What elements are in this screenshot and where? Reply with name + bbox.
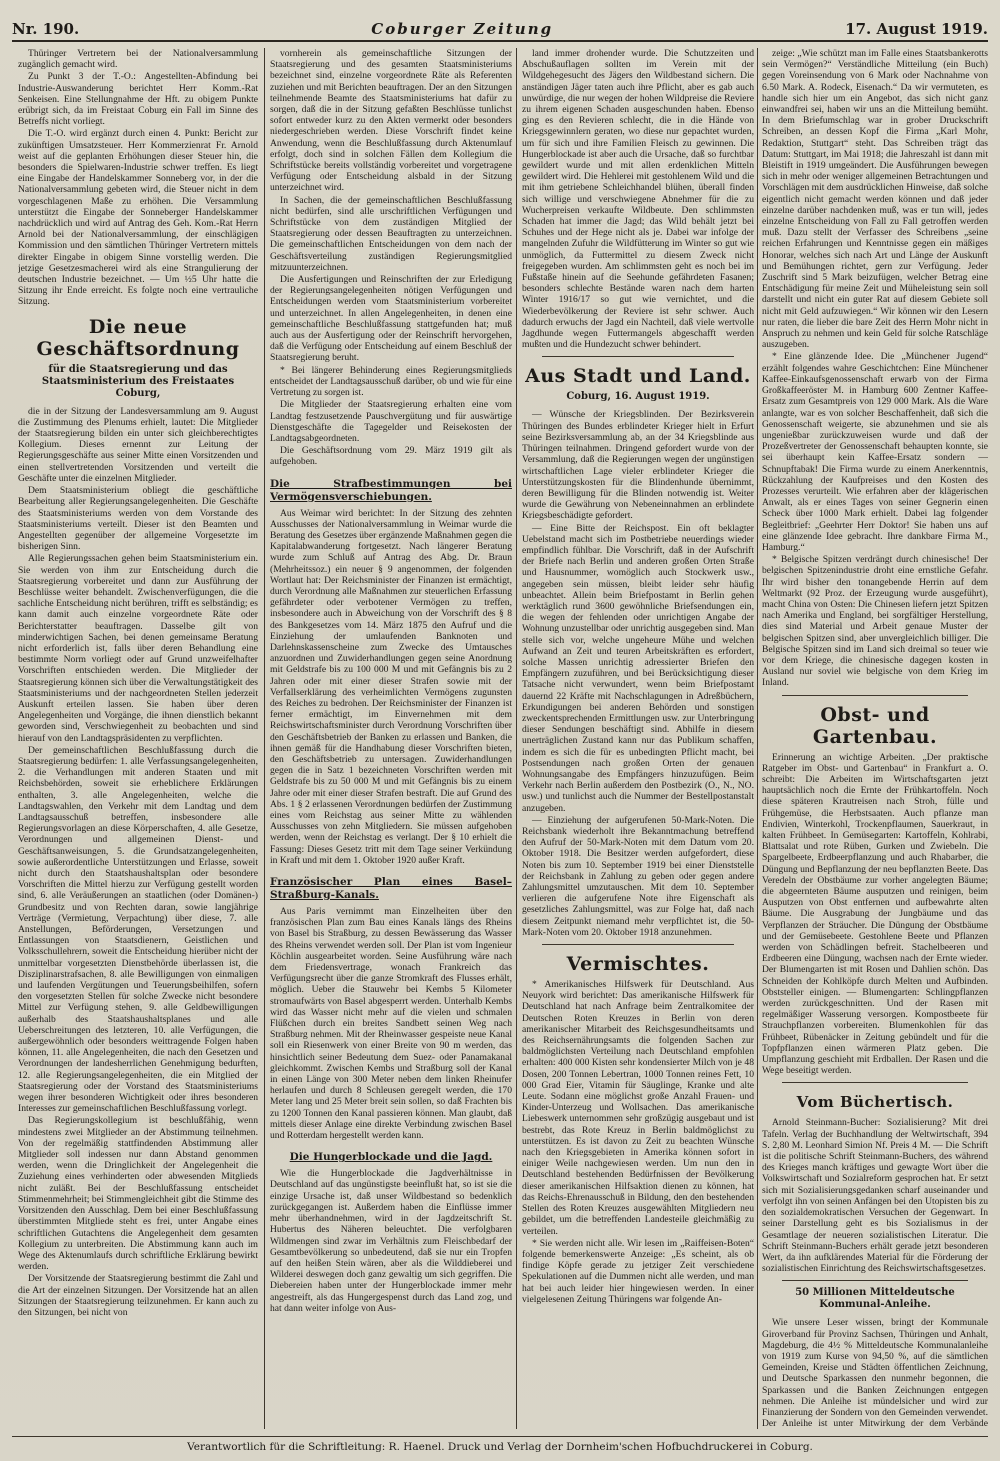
divider [782,695,968,696]
paragraph: Alle Regierungssachen gehen beim Staatsministerium ein. Sie werden von ihm zur Entscheidung durch die Staatsregierung vorbereitet und dann zur Ausführung der Beschlüsse weiter behandelt. Zwischenverfügungen, die die sachliche Entscheidung nicht berühren, trifft es selbständig; es kann damit auch einzelne vorgeordnete Räte oder Berichterstatter beauftragen. Dasselbe gilt von minderwichtigen Sachen, bei denen gemeinsame Beratung nicht erforderlich ist, falls über deren Behandlung eine bestimmte Norm vorliegt oder auf Grund unzweifelhafter Vorschriften entschieden werden. Die Mitglieder der Staatsregierung können sich über die Verwaltungstätigkeit des Staatsministeriums und der nachgeordneten Stellen jederzeit Auskunft erteilen lassen. Sie haben über deren Angelegenheiten und Vorgänge, die ihnen dienstlich bekannt geworden sind, Verschwiegenheit zu beobachten und sind hierauf von den Landtagspräsidenten zu verpflichten. [18,553,258,744]
column-3 [522,48,754,1429]
issue-date: 17. August 1919. [845,20,988,38]
column-rule [516,48,517,1429]
notice-heading: 50 Millionen Mitteldeutsche Kommunal-Anleihe. [795,1287,955,1311]
paragraph: In Sachen, die der gemeinschaftlichen Beschlußfassung nicht bedürfen, sind alle urschriftlichen Verfügungen und Schriftstücke von dem zuständigen Mitglied der Staatsregierung oder dessen Beauftragten zu unterzeichnen. Die gemeinschaftlichen Entscheidungen von dem nach der Geschäftsverteilung zuständigen Regierungsmitglied mitzuunterzeichnen. [270,194,512,273]
masthead [12,16,988,42]
paragraph: Aus Paris vernimmt man Einzelheiten über den französischen Plan zum Bau eines Kanals längs des Rheins von Basel bis Straßburg, zu dessen Bewässerung das Wasser des Rheins verwendet werden soll. Der Plan ist vom Ingenieur Köchlin ausgearbeitet worden. Seine Ausführung wäre nach dem Friedensvertrage, wonach Frankreich das Verfügungsrecht über die ganze Stromkraft des Flusses erhält, möglich. Ueber die Stauwehr bei Kembs 5 Kilometer stromaufwärts von Basel abgesperrt werden. Unterhalb Kembs wird das Wasser nicht mehr auf die vielen und schmalen Flüßchen durch ein breites Sandbett seinen Weg nach Straßburg nehmen. Mit der Rheinwasser gespeiste neue Kanal soll ein Riesenwerk von einer Breite von 90 m werden, das hinsichtlich seiner Bedeutung dem Suez- oder Panamakanal gleichkommt. Zwischen Kembs und Straßburg soll der Kanal in einen Länge von 300 Meter neben dem linken Rheinufer herlaufen und durch 8 Schleusen geregelt werden, die 170 Meter lang und 25 Meter breit sein sollen, so daß Frachten bis zu 1200 Tonnen den Kanal passieren können. Man glaubt, daß mittels dieser Anlage eine direkte Verbindung zwischen Basel und Rotterdam hergestellt werden kann. [270,906,512,1142]
paragraph: land immer drohender wurde. Die Schutzzeiten und Abschußauflagen sollten im Verein mit der Wildgehegesucht des Jägers den Wildbestand sichern. Die anständigen Jäger taten auch ihre Pflicht, aber es gab auch unwürdige, die nur wegen der hohen Wildpreise die Reviere zu ihrem eigenen Schaden ausgeschunden haben. Ebenso ging es den Revieren schlecht, die in die Hände von Kriegsgewinnlern geraten, wo diese nur gepachtet wurden, um für sich und ihre Familien Fleisch zu gewinnen. Die Hungerblockade ist aber auch die Ursache, daß so furchtbar gewildert wurde und mit allen erdenklichen Mitteln gewildert wird. Die Hehlerei mit gestohlenem Wild und die mit ihm getriebene Schleichhandel blühen, überall finden sich willige und verschwiegene Abnehmer für die zu Wucherpreisen verkaufte Wildbeute. Den schlimmsten Schaden hat immer die Jagd; das Wild behält jetzt bei Schuhes und der Hege nicht als je. Dabei war infolge der mangelnden Zufuhr die Wildfütterung im Winter so gut wie unmöglich, da Futtermittel zu diesem Zweck nicht freigegeben wurden. Am schlimmsten geht es noch bei im Fußstaße hinein auf die Seehunde gefährdeten Fasanen; besonders schlechte Bestände waren nach dem harten Winter 1916/17 so gut wie vernichtet, und die Wiederbevölkerung der Reviere ist sehr schwer. Auch dadurch erwuchs der Jagd ein Nachteil, daß viele wertvolle Jagdhunde wegen Futtermangels abgeschafft werden mußten und die Hundezucht schwer behindert. [522,48,754,351]
paragraph: * Amerikanisches Hilfswerk für Deutschland. Aus Neuyork wird berichtet: Das amerikanische Hilfswerk für Deutschland hat nach Anfrage beim Zentralkomitee der Deutschen Roten Kreuzes in Berlin von deren amerikanischer Mitarbeit des Reichsgesundheitsamts und des Reichsernährungsamts die folgenden Sachen zur baldmöglichsten Verteilung nach Deutschland empfohlen erhalten: 400 000 Kisten sehr kondensierter Milch von je 48 Dosen, 200 Tonnen Lebertran, 1000 Tonnen reines Fett, 10 000 Grad Eier, Vitamin für Säuglinge, Kranke und alte Leute. Sodann eine möglichst große Anzahl Frauen- und Kinder-Unterzeug und Wollsachen. Das amerikanische Liebeswerk unternommen sehr großzügig ausgebaut und ist bestrebt, das Rote Kreuz in Berlin baldmöglichst zu unterstützen. Es ist davon zu Zeit zu beachten Wünsche nach den Kriegsgebieten in Amerika können sofort in einiger Weile nachgewiesen werden. Um nun den in Deutschland bestehenden Bedürfnissen der Bevölkerung dieser amerikanischen Hilfsaktion dienen zu können, hat das Reichs-Ehrenausschuß in Bildung, den den bestehenden Stellen des Roten Kreuzes ausgewählten Mitgliedern neu gebildet, um die betreffenden Landesteile gleichmäßig zu verteilen. [522,979,754,1237]
divider [782,1280,968,1281]
paragraph: vornherein als gemeinschaftliche Sitzungen der Staatsregierung und des gesamten Staatsministeriums bezeichnet sind, einzelne vorgeordnete Räte als Referenten zuziehen und mit Berichten beauftragen. Der an den Sitzungen teilnehmende Beamte des Staatsministeriums hat dafür zu sorgen, daß die in der Sitzung gefaßten Beschlüsse tunlichst sofort entweder kurz zu den Akten vermerkt oder besonders niedergeschrieben werden. Diese Vorschrift findet keine Anwendung, wenn die Beschlußfassung durch Aktenumlauf erfolgt, doch sind in solchen Fällen dem Kollegium die Schriftstücke bereits vollständig vorbereitet und vorgetragene Verfügung oder Entscheidung alsbald in der Sitzung unterzeichnet wird. [270,48,512,194]
paragraph: Thüringer Vertretern bei der Nationalversammlung zugänglich gemacht wird. [18,48,258,71]
paragraph: Die Mitglieder der Staatsregierung erhalten eine vom Landtag festzusetzende Pauschvergütung und für auswärtige Dienstgeschäfte die Tagegelder und Reisekosten der Landtagsabgeordneten. [270,399,512,444]
column-1 [18,48,258,1429]
paragraph: zeige: „Wie schützt man im Falle eines Staatsbankerotts sein Vermögen?“ Verständliche Mitteilung (ein Buch) gegen Voreinsendung von 6 Mark oder Nachnahme von 6.50 Mark. A. Rodeck, Eisenach.“ Da wir vermuteten, es handle sich hier um ein Angebot, das sich nicht ganz einwandfrei sei, haben wir uns an die Mitteilung bemüht. In dem Briefumschlag war in grober Druckschrift Schreiben, an dessen Kopf die Firma „Karl Mohr, Redaktion, Stuttgart“ steht. Das Schreiben trägt das Datum: Stuttgart, im Mai 1918; die Jahreszahl ist dann mit Bleistift in 1919 umgeändert. Die Ausführungen bewegen sich in mehr oder weniger allgemeinen Betrachtungen und Vorschlägen mit dem ausdrücklichen Hinweise, daß solche eigentlich nicht gemacht werden können und daß jeder einzelne darüber nachdenken muß, was er tun will, jedes einzelne Entscheidung von Fall zu Fall getroffen werden muß. Dazu stellt der Verfasser des Schreibens „seine reichen Erfahrungen und Kenntnisse gegen ein mäßiges Honorar, welches sich nach Art und Länge der Auskunft und Bemühungen richtet, gern zur Verfügung. Jeder Zuschrift sind 5 Mark beizufügen, welcher Betrag eine Entschädigung für meine Zeit und Müheleistung sein soll darstellt und nicht ein guter Rat auf diesem Gebiete soll nicht mit Geld aufzuwiegen.“ Wir können wir den Lesern nur raten, die lieber die bare Zeit des Herrn Mohr nicht in Anspruch zu nehmen und kein Geld für solche Ratschläge auszugeben. [762,48,988,351]
article-subheading: für die Staatsregierung und das Staatsministerium des Freistaates Coburg, [41,363,235,399]
paragraph: Die Ausfertigungen und Reinschriften der zur Erledigung der Regierungsangelegenheiten nötigen Verfügungen und Entscheidungen werden vom Staatsministerium vorbereitet und unterzeichnet. In allen Angelegenheiten, in denen eine gemeinschaftliche Beschlußfassung stattgefunden hat; muß auch aus der Ausfertigung oder der Reinschrift hervorgehen, daß die Verfügung oder Entscheidung auf einem Beschluß der Staatsregierung beruht. [270,274,512,364]
section-heading: Vom Büchertisch. [796,1093,954,1112]
article-heading: Die Strafbestimmungen bei Vermögensverschiebungen. [270,477,512,503]
newspaper-title: Coburger Zeitung [371,20,554,38]
column-2 [270,48,512,1429]
paragraph: Wie die Hungerblockade die Jagdverhältnisse in Deutschland auf das ungünstigste beeinflußt hat, so ist sie die einzige Ursache ist, daß unser Wildbestand so bedenklich zurückgegangen ist. Außerdem haben die Einflüsse immer mehr überhandnehmen, wird in der Jagdzeitschrift St. Hubertus des Näheren beleuchtet. Die verfolgbaren Wildmengen sind zwar im Verhältnis zum Fleischbedarf der Gesamtbevölkerung so unbedeutend, daß sie nur ein Tropfen auf den heißen Stein wären, aber als die Wilddieberei und Wilderei deswegen doch ganz gewaltig um sich gegriffen. Die Diebereien haben unter der Hungerblockade immer mehr angestreift, als das Hungergespenst durch das Land zog, und hat dann weiter infolge von Aus- [270,1168,512,1314]
paragraph: Aus Weimar wird berichtet: In der Sitzung des zehnten Ausschusses der Nationalversammlung in Weimar wurde die Beratung des Gesetzes über ergänzende Maßnahmen gegen die Kapitalabwanderung fortgesetzt. Nach längerer Beratung wurde zum Schluß auf Antrag des Abg. Dr. Braun (Mehrheitssoz.) ein neuer § 9 angenommen, der folgenden Wortlaut hat: Der Reichsminister der Finanzen ist ermächtigt, durch Verordnung alle Maßnahmen zur steuerlichen Erfassung gefährdeter oder verbotener Vermögen zu treffen, insbesondere auch in Abweichung von der Vorschrift des § 8 des Bankgesetzes vom 14. März 1875 den Aufruf und die Einziehung der umlaufenden Banknoten und Darlehnskassenscheine zum Zwecke des Umtausches anzuordnen und Zuwiderhandlungen gegen seine Anordnung mit Geldstrafe bis zu 100 000 M und mit Gefängnis bis zu 2 Jahren oder mit einer dieser Strafen sowie mit der Verfallserklärung des verheimlichten Vermögens zugunsten des Reiches zu bedrohen. Der Reichsminister der Finanzen ist ferner ermächtigt, im Einvernehmen mit dem Reichswirtschaftsminister durch Verordnung Vorschriften über den Geschäftsbetrieb der Banken zu erlassen und Banken, die ihnen gemäß für die Handhabung dieser Vorschriften bieten, den Geschäftsbetrieb zu untersagen. Zuwiderhandlungen gegen die in Satz 1 bezeichneten Vorschriften werden mit Geldstrafe bis zu 50 000 M und mit Gefängnis bis zu einem Jahre oder mit einer dieser Strafen bestraft. Die auf Grund des Abs. 1 § 2 erlassenen Verordnungen bedürfen der Zustimmung eines vom Reichstag aus seiner Mitte zu wählenden Ausschusses von zehn Mitgliedern. Sie müssen aufgehoben werden, wenn der Reichstag es verlangt. Der § 10 erhielt die Fassung: Dieses Gesetz tritt mit dem Tage seiner Verkündung in Kraft und mit dem 1. Oktober 1920 außer Kraft. [270,507,512,866]
paragraph: Der gemeinschaftlichen Beschlußfassung durch die Staatsregierung bedürfen: 1. alle Verfassungsangelegenheiten, 2. die Verhandlungen mit anderen Staaten und mit Reichsbehörden, soweit sie erheblichere Erklärungen enthalten, 3. alle Angelegenheiten, welche die Landtagswahlen, den Verkehr mit dem Landtag und dem Landtagsausschuß betreffen, insbesondere alle Regierungsvorlagen an diese Körperschaften, 4. alle Gesetze, Verordnungen und allgemeinen Dienst- und Geschäftsanweisungen, 5. die Grundsatzangelegenheiten, sowie außerordentliche Unterstützungen und Erlasse, soweit nicht durch den Staatshaushaltsplan oder besondere Vorschriften die Mittel hierzu zur Verfügung gestellt worden sind, 6. alle Veräußerungen an staatlichen (oder Domänen-) Grundbesitz und von Rechten daran, sowie langjährige Verträge (Vermietung, Verpachtung) über diese, 7. alle Anstellungen, Beförderungen, Versetzungen und Entlassungen von Staatsdienern, Geistlichen und Volksschullehrern, soweit die Entscheidung hierüber nicht der unmittelbar vorgesetzten Dienstbehörde überlassen ist, die Disziplinarstrafsachen, 8. alle Bewilligungen von einmaligen und laufenden Vergütungen und Teuerungsbeihilfen, sofern den vorgesetzten Stellen für solche Zwecke nicht besondere Mittel zur Verfügung stehen, 9. alle Geldbewilligungen außerhalb des Staatshaushaltsplanes und alle Ueberschreitungen des letzteren, 10. alle Verfügungen, die außergewöhnlich oder besonders weittragende Folgen haben können, 11. alle Angelegenheiten, die nach den Gesetzen und Verordnungen der landesherrlichen Genehmigung bedurften, 12. alle Regierungsangelegenheiten, die ein Mitglied der Staatsregierung oder der Vorstand des Staatsministeriums wegen ihrer besonderen Wichtigkeit oder ihres besonderen Interesses zur gemeinschaftlichen Beschlußfassung vorlegt. [18,744,258,1115]
paragraph: Die Geschäftsordnung vom 29. März 1919 gilt als aufgehoben. [270,445,512,468]
article-heading: Die Hungerblockade und die Jagd. [289,1151,493,1164]
section-heading: Vermischtes. [566,953,710,976]
paragraph: Wie unsere Leser wissen, bringt der Kommunale Giroverband für Provinz Sachsen, Thüringen und Anhalt, Magdeburg, die 4½ % Mitteldeutsche Kommunalanleihe von 1919 zum Kurse von 94,50 %, auf die sämtlichen Gemeinden, Kreise und Städten öffentlichen Zeichnung, und Deutsche Sparkassen den nunmehr begonnen, die Sparkassen und die Banken Zeichnungen entgegen nehmen. Die Anleihe ist mündelsicher und wird zur Finanzierung der Sondern von den Gemeinden verwendet. Der Anleihe ist unter Mitwirkung der dem Verbände [762,1317,988,1429]
column-rule [757,48,758,1429]
paragraph: * Bei längerer Behinderung eines Regierungsmitglieds entscheidet der Landtagsausschuß darüber, ob und wie für eine Vertretung zu sorgen ist. [270,364,512,399]
paragraph: die in der Sitzung der Landesversammlung am 9. August die Zustimmung des Plenums erhielt, lautet: Die Mitglieder der Staatsregierung bilden ein unter sich gleichberechtigtes Kollegium. Dieses ernennt zur Leitung der Regierungsgeschäfte aus seiner Mitte einen Vorsitzenden und einen stellvertretenden Vorsitzenden und verteilt die Geschäfte unter die einzelnen Mitglieder. [18,405,258,484]
divider [782,1082,968,1083]
paragraph: * Sie werden nicht alle. Wir lesen im „Raiffeisen-Boten“ folgende bemerkenswerte Anzeige: „Es scheint, als ob findige Köpfe gerade zu jetziger Zeit verschiedene Spekulationen auf die Dummen nicht alle werden, und man hat bei auch leider hier hingewiesen werden. In einer vielgelesenen Zeitung Thüringens war folgende An- [522,1237,754,1305]
paragraph: — Wünsche der Kriegsblinden. Der Bezirksverein Thüringen des Bundes erblindeter Krieger hielt in Erfurt seine Bezirksversammlung ab, an der 34 Kriegsblinde aus Thüringen teilnahmen. Dringend gefordert wurde von der Versammlung, daß die Regierungen wegen der ungünstigen wirtschaftlichen Lage vieler erblindeter Krieger die Unterstützungskosten für die Blindenhunde übernimmt, deren Bewilligung für die Blinden notwendig ist. Weiter wurde die Gewährung von Nebeneinnahmen an erblindete Kriegsbeschädigte gefordert. [522,409,754,522]
section-heading: Aus Stadt und Land. [525,365,751,388]
paragraph: Erinnerung an wichtige Arbeiten. „Der praktische Ratgeber im Obst- und Gartenbau“ in Frankfurt a. O. schreibt: Die Arbeiten im Wirtschaftsgarten jetzt hauptsächlich noch die Ernte der Frühkartoffeln. Noch diese späteren Krautreisen nach Stroh, fülle und Frühgemüse, die Herbstsaaten. Auch pflanze man Endivien, Winterkohl, Trockenpflaumen, Sauerkraut, in kalten Frühbeet. In Gemüsegarten: Kartoffeln, Kohlrabi, Blattsalat und rote Rüben, Gurken und Zwiebeln. Die Spargelbeete, Erdbeerpflanzung und auch Rhabarber, die Düngung und Bepflanzung der neu bepflanzten Beete. Das Veredeln der Obstbäume zur vorher angelegten Bäume; die abgeernteten Bäume ausputzen und reinigen, beim Ausputzen von Obst entfernen und aufbewahrte alten Bäume. Die Ausgrabung der Jungbäume und das Verpflanzen der Sträucher. Die Düngung der Obstbäume und der Gemüsebeete. Gestohlene Beete und Pflanzen werden von Schädlingen befreit. Stachelbeeren und Erdbeeren eine Düngung, wachsen nach der Ernte wieder. Der Blumengarten ist mit Rosen und Dahlien schön. Das Schneiden der Kohlköpfe durch Melten und Aufbinden. Obststeller einigen. — Blumengarten: Schlingpflanzen werden zurückgeschnitten. Und der Rasen mit regelmäßiger Wasserung versorgen. Kompostbeete für Strauchpflanzen vorbereiten. Blumenkohlen für das Frühbeet, Rübenäcker in Zeitung gebündelt und für die Topfpflanzen einen wärmeren Platz geben. Die Umpflanzung geschieht mit Erdballen. Der Rasen und die Wege beseitigt werden. [762,751,988,1077]
paragraph: Dem Staatsministerium obliegt die geschäftliche Bearbeitung aller Regierungsangelegenheiten. Die Geschäfte des Staatsministeriums werden von dem Vorstande des Staatsministeriums verteilt. Dieser ist den Beamten und Angestellten gegenüber der allgemeine Vorgesetzte im bisherigen Sinn. [18,485,258,553]
column-rule [264,48,265,1429]
section-heading: Obst- und Gartenbau. [812,703,938,748]
paragraph: * Belgische Spitzen verdrängt durch chinesische! Der belgischen Spitzenindustrie droht eine ernstliche Gefahr. Ihr wird bisher den tonangebende Herrin auf dem Weltmarkt (92 Proz. der Erzeugung wurde ausgeführt), macht China von Osten: Die Chinesen liefern jetzt Spitzen nach Amerika und England, bei sorgfältiger Herstellung, dies sind Material und Arbeit genaue Muster der belgischen Spitzen sind, aber unvergleichlich billiger. Die Belgische Spitzen sind im Land sich dreimal so teuer wie vor dem Kriege, die chinesische dagegen kosten in Ausland nur soviel wie belgische von dem Krieg im Inland. [762,554,988,689]
paragraph: Die T.-O. wird ergänzt durch einen 4. Punkt: Bericht zur zukünftigen Umsatzsteuer. Herr Kommerzienrat Fr. Arnold weist auf die geplanten Erhöhungen dieser Steuer hin, die besonders die Spielwaren-Industrie schwer treffen. Es liegt eine Eingabe der Handelskammer Sonneberg vor, in der die Nationalversammlung gebeten wird, die Steuer nicht in dem vorgeschlagenen Maße zu erhöhen. Die Versammlung unterstützt die Eingabe der Sonneberger Handelskammer nachdrücklich und wird auf Antrag des Geh. Kom.-Rat Herrn Arnold bei der Nationalversammlung, der einschlägigen Kommission und den sämtlichen Thüringer Vertretern mittels direkter Eingabe in obigem Sinne vorstellig werden. Die jetzige Gesetzesmacherei wird als eine Strangulierung der deutschen Industrie bezeichnet. — Um ½5 Uhr hatte die Sitzung ihr Ende erreicht. Es folgte noch eine vertrauliche Sitzung. [18,128,258,308]
column-4 [762,48,988,1429]
divider [542,944,734,945]
article-heading: Französischer Plan eines Basel–Straßburg-Kanals. [270,876,512,902]
paragraph: — Eine Bitte der Reichspost. Ein oft beklagter Uebelstand macht sich im Postbetriebe neuerdings wieder empfindlich fühlbar. Die Vorschrift, daß in der Aufschrift der Briefe nach Berlin und anderen großen Orten Straße und Hausnummer, womöglich auch Stockwerk usw., angegeben sein müssen, bleibt leider sehr häufig unbeachtet. Allein beim Briefpostamt in Berlin gehen werktäglich rund 3600 gewöhnliche Briefsendungen ein, die wegen der fehlenden oder unrichtigen Angabe der Wohnung unzustellbar oder unrichtig ausgegeben sind. Man stelle sich vor, welche ungeheure Mühe und welchen Aufwand an Zeit und teuren Arbeitskräften es erfordert, solche Massen unrichtig adressierter Briefen den Empfängern zuzuführen, und bei Berücksichtigung dieser Tatsache nicht verwundert, wenn beim Briefpostamt dauernd 22 Kräfte mit Nachschlagungen in Adreßbüchern, Erkundigungen bei anderen Behörden und sonstigen zweckentsprechenden Ermittlungen usw. zur Unterbringung dieser Sendungen beschäftigt sind. Abhilfe in diesem unerträglichen Zustand kann nur das Publikum schaffen, indem es sich die für es unbedingten Pflicht macht, bei Postsendungen nach großen Orten der genauen Wohnungsangabe des Empfängers hinzuzufügen. Beim Verkehr nach Berlin außerdem den Postbezirk (O., N., NO. usw.) und tunlichst auch die Nummer der Bestellpostanstalt anzugeben. [522,522,754,814]
paragraph: * Eine glänzende Idee. Die „Münchener Jugend“ erzählt folgendes wahre Geschichtchen: Eine Münchener Kaffee-Einkaufsgenossenschaft erwarb von der Firma Großkaffeeröster M. in Hamburg 600 Zentner Kaffee-Ersatz zum Gesamtpreis von 129 000 Mark. Als die Ware anlangte, war es von solcher Beschaffenheit, daß sich die Genossenschaft weigerte, sie abzunehmen und sie als ungenießbar zurückzuweisen wurde und daß der Prozeßvertreter der Genossenschaft behaupten konnte, sie sei überhaupt kein Kaffee-Ersatz sondern — Schnupftabak! Die Firma wurde zu einem Anerkenntnis, Rückzahlung der Kaufpreises und den Kosten des Prozesses verurteilt. Wie erfahren aber der klägerischen Anwalt, als er eines Tages von seiner Gegnerin einen Scheck über 1000 Mark erhielt. Dabei lag folgender Begleitbrief: „Geehrter Herr Doktor! Sie haben uns auf eine glänzende Idee gebracht. Ihre dankbare Firma M., Hamburg.“ [762,351,988,553]
paragraph: Das Regierungskollegium ist beschlußfähig, wenn mindestens zwei Mitglieder an der Abstimmung teilnehmen. Von der regelmäßig stattfindenden Abstimmung aller Mitglieder soll indessen nur dann Abstand genommen werden, wenn die Dringlichkeit der Angelegenheit die Zuziehung eines verhinderten oder abwesenden Mitglieds nicht zuläßt. Bei der Beschlußfassung entscheidet Stimmenmehrheit; bei Stimmengleichheit gibt die Stimme des Vorsitzenden den Ausschlag. Dem bei einer Beschlußfassung überstimmten Mitgliede steht es frei, unter Angabe eines schriftlichen Gutachtens die Angelegenheit dem gesamten Kollegium zu unterbreiten. Die Abstimmung kann auch im Wege des Aktenumlaufs durch schriftliche Erklärung bewirkt werden. [18,1115,258,1273]
paragraph: Zu Punkt 3 der T.-O.: Angestellten-Abfindung bei Industrie-Auswanderung berichtet Herr Komm.-Rat Senkeisen. Eine Stellungnahme der Hft. zu obigem Punkte erübrigt sich, da im Freistaat Coburg ein Fall im Sinne des Betreffs nicht vorliegt. [18,71,258,128]
imprint-footer: Verantwortlich für die Schriftleitung: R. Haenel. Druck und Verlag der Dornheim'schen Hofbuchdruckerei in Coburg. [12,1436,988,1453]
paragraph: — Einziehung der aufgerufenen 50-Mark-Noten. Die Reichsbank wiederholt ihre Bekanntmachung betreffend den Aufruf der 50-Mark-Noten mit dem Datum vom 20. Oktober 1918. Die Besitzer werden aufgefordert, diese Noten bis zum 10. September 1919 bei einer Dienststelle der Reichsbank in Zahlung zu geben oder gegen andere Zahlungsmittel umzutauschen. Mit dem 10. September verlieren die aufgerufene Note ihre Eigenschaft als gesetzliches Zahlungsmittel, was zur Folge hat, daß nach diesem Zeitpunkt niemand mehr verpflichtet ist, die 50-Mark-Noten vom 20. Oktober 1918 anzunehmen. [522,814,754,938]
paragraph: Der Vorsitzende der Staatsregierung bestimmt die Zahl und die Art der einzelnen Sitzungen. Der Vorsitzende hat an allen Sitzungen der Staatsregierung teilzunehmen. Er kann auch zu den Sitzungen, bei nicht von [18,1273,258,1318]
divider [542,356,734,357]
paragraph: Arnold Steinmann-Bucher: Sozialisierung? Mit drei Tafeln. Verlag der Buchhandlung der Weltwirtschaft, 394 S. 2,80 M. Leonhard Simion Nf. Preis 4 M. — Die Schrift ist die politische Schrift Steinmann-Buchers, des während des Krieges manch kräftiges und gewagte Wort über die Volkswirtschaft und Sozialreform gesprochen hat. Er setzt sich mit Sozialisierungsgedanken scharf auseinander und verfolgt ihn von seinen Anfängen bei den Utopisten bis zu den sozialdemokratischen Versuchen der Gegenwart. In seiner Darstellung geht es bis Sozialismus in der Gesamtlage der neueren sozialistischen Literatur. Die Schrift Steinmann-Buchers erhält gerade jetzt besonderen Wert, da ihn aufklärendes Material für die Förderung der sozialistischen Einrichtung des Reichswirtschaftsgesetzes. [762,1117,988,1275]
article-heading: Die neue Geschäftsordnung [36,315,240,360]
dateline: Coburg, 16. August 1919. [566,391,710,403]
issue-number: Nr. 190. [12,20,80,38]
